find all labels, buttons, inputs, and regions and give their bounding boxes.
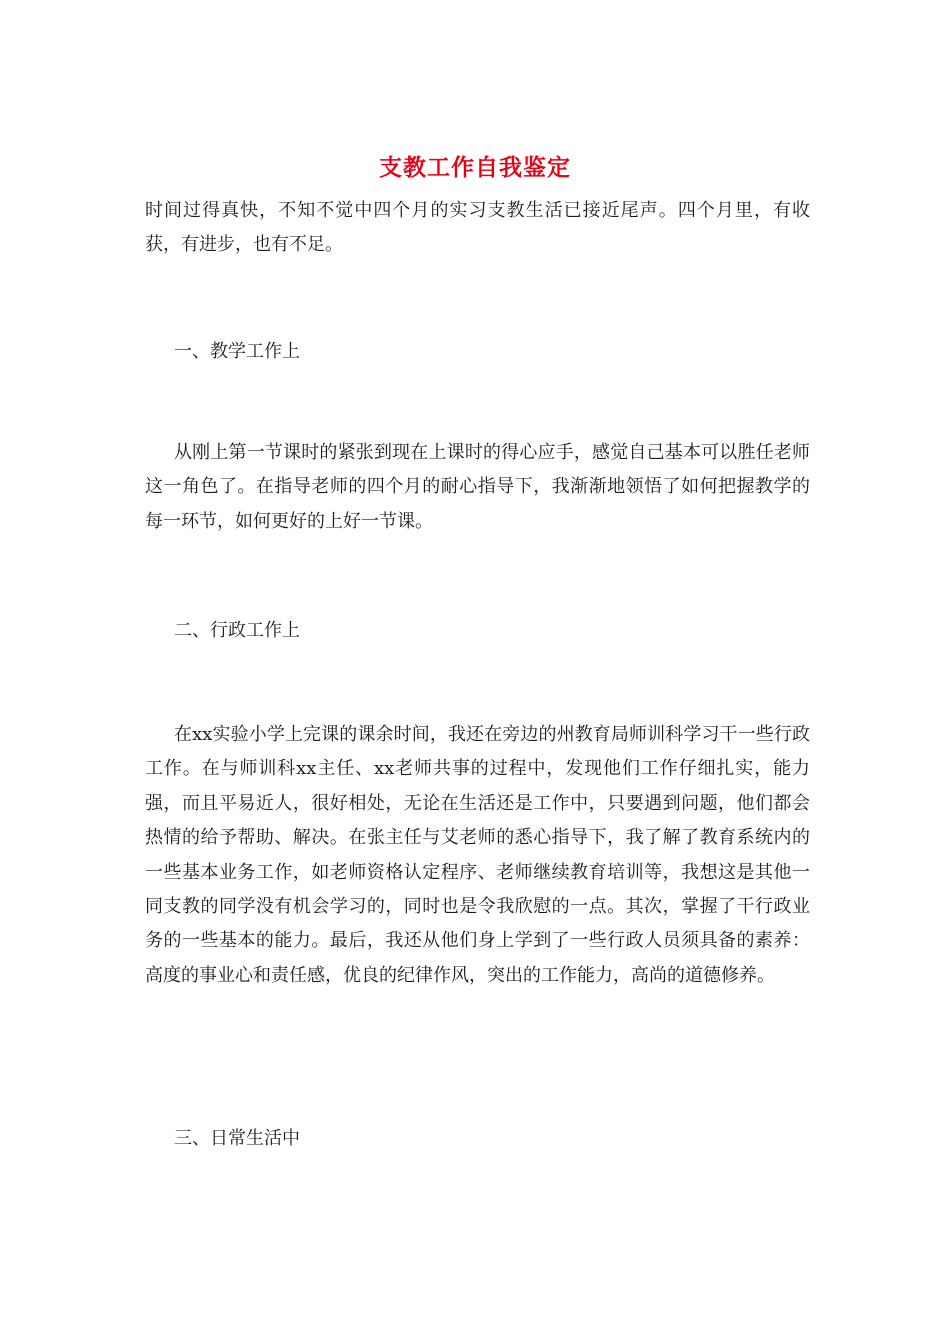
- section-body-administration: 在xx实验小学上完课的课余时间，我还在旁边的州教育局师训科学习干一些行政工作。在与师训科xx主任、xx老师共事的过程中，发现他们工作仔细扎实，能力强，而且平易近人，很好相处，无论在生活还是工作中，只要遇到问题，他们都会热情的给予帮助、解决。在张主任与艾老师的悉心指导下，我了解了教育系统内的一些基本业务工作，如老师资格认定程序、老师继续教育培训等，我想这是其他一同支教的同学没有机会学习的，同时也是令我欣慰的一点。其次，掌握了干行政业务的一些基本的能力。最后，我还从他们身上学到了一些行政人员须具备的素养：高度的事业心和责任感，优良的纪律作风，突出的工作能力，高尚的道德修养。: [145, 724, 810, 986]
- document-title: 支教工作自我鉴定: [379, 154, 571, 181]
- section-heading-daily-life: 三、日常生活中: [174, 1128, 300, 1149]
- section-heading-administration: 二、行政工作上: [174, 620, 300, 641]
- intro-paragraph: 时间过得真快，不知不觉中四个月的实习支教生活已接近尾声。四个月里，有收获，有进步，也有不足。: [145, 200, 810, 256]
- section-heading-teaching: 一、教学工作上: [174, 341, 300, 362]
- section-body-teaching: 从刚上第一节课时的紧张到现在上课时的得心应手，感觉自己基本可以胜任老师这一角色了。在指导老师的四个月的耐心指导下，我渐渐地领悟了如何把握教学的每一环节，如何更好的上好一节课。: [145, 442, 810, 532]
